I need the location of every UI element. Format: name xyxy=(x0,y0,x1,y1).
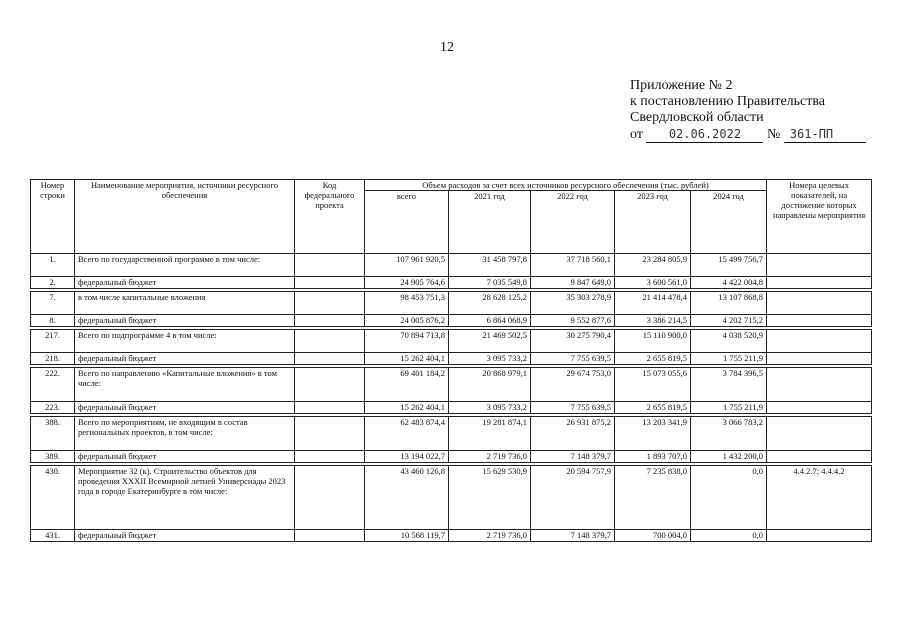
row-name-cell: в том числе капитальные вложения xyxy=(75,292,295,315)
row-2021-cell: 7 035 549,8 xyxy=(449,277,531,289)
row-2023-cell: 3 386 214,5 xyxy=(615,315,691,327)
table-row xyxy=(31,451,872,463)
table-row xyxy=(31,277,872,289)
row-2024-cell: 1 432 200,0 xyxy=(691,451,767,463)
table-row xyxy=(31,530,872,542)
row-2022-cell: 9 552 877,6 xyxy=(531,315,615,327)
row-total-cell: 15 262 404,1 xyxy=(365,353,449,365)
appendix-date-line xyxy=(630,126,866,143)
row-2021-cell: 20 868 979,1 xyxy=(449,368,531,402)
row-code-cell xyxy=(295,530,365,542)
row-number-cell: 8. xyxy=(31,315,75,327)
row-2024-cell: 0,0 xyxy=(691,466,767,530)
row-name-cell: федеральный бюджет xyxy=(75,277,295,289)
row-number-cell: 222. xyxy=(31,368,75,402)
row-total-cell: 10 568 119,7 xyxy=(365,530,449,542)
row-name-cell: Всего по государственной программе в том числе: xyxy=(75,254,295,277)
row-2024-cell: 15 499 756,7 xyxy=(691,254,767,277)
row-2022-cell: 20 594 757,9 xyxy=(531,466,615,530)
row-2022-cell: 30 275 790,4 xyxy=(531,330,615,353)
row-2023-cell: 2 655 819,5 xyxy=(615,353,691,365)
row-total-cell: 69 401 184,2 xyxy=(365,368,449,402)
header-code: Код федерального проекта xyxy=(295,180,365,254)
row-goals-cell xyxy=(767,254,872,277)
row-2021-cell: 3 095 733,2 xyxy=(449,402,531,414)
row-total-cell: 15 262 404,1 xyxy=(365,402,449,414)
row-goals-cell xyxy=(767,330,872,353)
row-goals-cell xyxy=(767,402,872,414)
row-2024-cell: 1 755 211,9 xyxy=(691,353,767,365)
row-total-cell: 62 483 874,4 xyxy=(365,417,449,451)
row-number-cell: 1. xyxy=(31,254,75,277)
row-2021-cell: 2 719 736,0 xyxy=(449,530,531,542)
appendix-decree-line: к постановлению Правительства xyxy=(630,94,826,109)
row-goals-cell xyxy=(767,368,872,402)
row-code-cell xyxy=(295,451,365,463)
row-2022-cell: 37 718 560,1 xyxy=(531,254,615,277)
row-2021-cell: 2 719 736,0 xyxy=(449,451,531,463)
row-code-cell xyxy=(295,315,365,327)
row-2023-cell: 2 655 819,5 xyxy=(615,402,691,414)
row-total-cell: 24 905 764,6 xyxy=(365,277,449,289)
header-name: Наименование мероприятия, источники ресурсного обеспечения xyxy=(75,180,295,254)
row-goals-cell xyxy=(767,451,872,463)
row-total-cell: 43 460 126,8 xyxy=(365,466,449,530)
row-2022-cell: 35 303 278,9 xyxy=(531,292,615,315)
row-2023-cell: 15 073 055,6 xyxy=(615,368,691,402)
row-goals-cell xyxy=(767,277,872,289)
row-2022-cell: 7 755 639,5 xyxy=(531,402,615,414)
row-2023-cell: 1 893 707,0 xyxy=(615,451,691,463)
row-number-cell: 388. xyxy=(31,417,75,451)
table-row xyxy=(31,292,872,315)
row-2022-cell: 9 847 649,0 xyxy=(531,277,615,289)
row-2021-cell: 28 628 125,2 xyxy=(449,292,531,315)
row-2022-cell: 29 674 753,0 xyxy=(531,368,615,402)
appendix-header xyxy=(630,78,866,143)
row-number-cell: 430. xyxy=(31,466,75,530)
row-name-cell: Всего по мероприятиям, не входящим в состав региональных проектов, в том числе: xyxy=(75,417,295,451)
row-number-cell: 223. xyxy=(31,402,75,414)
row-goals-cell xyxy=(767,353,872,365)
table-row xyxy=(31,417,872,451)
row-goals-cell xyxy=(767,315,872,327)
row-2021-cell: 3 095 733,2 xyxy=(449,353,531,365)
expenses-table xyxy=(30,179,872,542)
row-total-cell: 98 453 751,3 xyxy=(365,292,449,315)
row-2022-cell: 7 148 379,7 xyxy=(531,451,615,463)
row-total-cell: 24 005 876,2 xyxy=(365,315,449,327)
appendix-region-line: Свердловской области xyxy=(630,110,764,125)
row-name-cell: федеральный бюджет xyxy=(75,451,295,463)
row-2022-cell: 26 931 875,2 xyxy=(531,417,615,451)
header-total: всего xyxy=(365,191,449,254)
table-row xyxy=(31,254,872,277)
row-2021-cell: 15 629 530,9 xyxy=(449,466,531,530)
row-number-cell: 218. xyxy=(31,353,75,365)
row-code-cell xyxy=(295,368,365,402)
table-row xyxy=(31,315,872,327)
table-row xyxy=(31,402,872,414)
header-2024: 2024 год xyxy=(691,191,767,254)
row-number-cell: 2. xyxy=(31,277,75,289)
row-code-cell xyxy=(295,277,365,289)
decree-number: 361-ПП xyxy=(784,126,866,143)
row-total-cell: 107 961 920,5 xyxy=(365,254,449,277)
row-2023-cell: 700 004,0 xyxy=(615,530,691,542)
row-2024-cell: 3 066 783,2 xyxy=(691,417,767,451)
decree-date: 02.06.2022 xyxy=(646,126,763,143)
row-name-cell: федеральный бюджет xyxy=(75,353,295,365)
row-code-cell xyxy=(295,402,365,414)
row-name-cell: федеральный бюджет xyxy=(75,402,295,414)
row-2021-cell: 6 864 068,9 xyxy=(449,315,531,327)
row-code-cell xyxy=(295,417,365,451)
row-2024-cell: 4 422 004,8 xyxy=(691,277,767,289)
row-2021-cell: 19 281 874,1 xyxy=(449,417,531,451)
row-number-cell: 7. xyxy=(31,292,75,315)
row-2022-cell: 7 148 379,7 xyxy=(531,530,615,542)
row-name-cell: Всего по направлению «Капитальные вложения» в том числе: xyxy=(75,368,295,402)
row-2024-cell: 1 755 211,9 xyxy=(691,402,767,414)
header-2022: 2022 год xyxy=(531,191,615,254)
row-2023-cell: 7 235 838,0 xyxy=(615,466,691,530)
row-2023-cell: 15 110 900,0 xyxy=(615,330,691,353)
row-name-cell: Всего по подпрограмме 4 в том числе: xyxy=(75,330,295,353)
row-2024-cell: 4 038 520,9 xyxy=(691,330,767,353)
table-row xyxy=(31,330,872,353)
table-body xyxy=(31,254,872,542)
number-label: № xyxy=(766,127,781,142)
row-code-cell xyxy=(295,330,365,353)
row-goals-cell: 4.4.2.7; 4.4.4.2 xyxy=(767,466,872,530)
row-2022-cell: 7 755 639,5 xyxy=(531,353,615,365)
row-2023-cell: 21 414 478,4 xyxy=(615,292,691,315)
header-2021: 2021 год xyxy=(449,191,531,254)
row-name-cell: Мероприятие 32 (к). Строительство объектов для проведения XXXII Всемирной летней Универсиады 2023 года в городе Екатеринбурге в том числе: xyxy=(75,466,295,530)
row-code-cell xyxy=(295,254,365,277)
row-2024-cell: 3 784 396,5 xyxy=(691,368,767,402)
row-code-cell xyxy=(295,466,365,530)
header-row-number: Номер строки xyxy=(31,180,75,254)
row-2024-cell: 13 107 868,8 xyxy=(691,292,767,315)
table-row xyxy=(31,368,872,402)
page-number: 12 xyxy=(440,40,454,55)
row-2023-cell: 13 203 341,9 xyxy=(615,417,691,451)
row-number-cell: 431. xyxy=(31,530,75,542)
row-code-cell xyxy=(295,292,365,315)
row-code-cell xyxy=(295,353,365,365)
row-2023-cell: 23 284 805,9 xyxy=(615,254,691,277)
header-goals: Номера целевых показателей, на достижение которых направлены мероприятия xyxy=(767,180,872,254)
row-name-cell: федеральный бюджет xyxy=(75,315,295,327)
row-total-cell: 13 194 022,7 xyxy=(365,451,449,463)
header-volume: Объем расходов за счет всех источников ресурсного обеспечения (тыс. рублей) xyxy=(365,180,767,191)
row-number-cell: 389. xyxy=(31,451,75,463)
row-goals-cell xyxy=(767,292,872,315)
row-goals-cell xyxy=(767,530,872,542)
row-number-cell: 217. xyxy=(31,330,75,353)
row-2021-cell: 21 469 502,5 xyxy=(449,330,531,353)
header-2023: 2023 год xyxy=(615,191,691,254)
row-2021-cell: 31 458 797,8 xyxy=(449,254,531,277)
row-2024-cell: 4 202 715,2 xyxy=(691,315,767,327)
row-total-cell: 70 894 713,8 xyxy=(365,330,449,353)
row-name-cell: федеральный бюджет xyxy=(75,530,295,542)
appendix-title: Приложение № 2 xyxy=(630,78,733,93)
row-2023-cell: 3 600 561,0 xyxy=(615,277,691,289)
row-goals-cell xyxy=(767,417,872,451)
row-2024-cell: 0,0 xyxy=(691,530,767,542)
from-label: от xyxy=(630,127,643,142)
table-row xyxy=(31,466,872,530)
table-row xyxy=(31,353,872,365)
table-header-row xyxy=(31,180,872,191)
